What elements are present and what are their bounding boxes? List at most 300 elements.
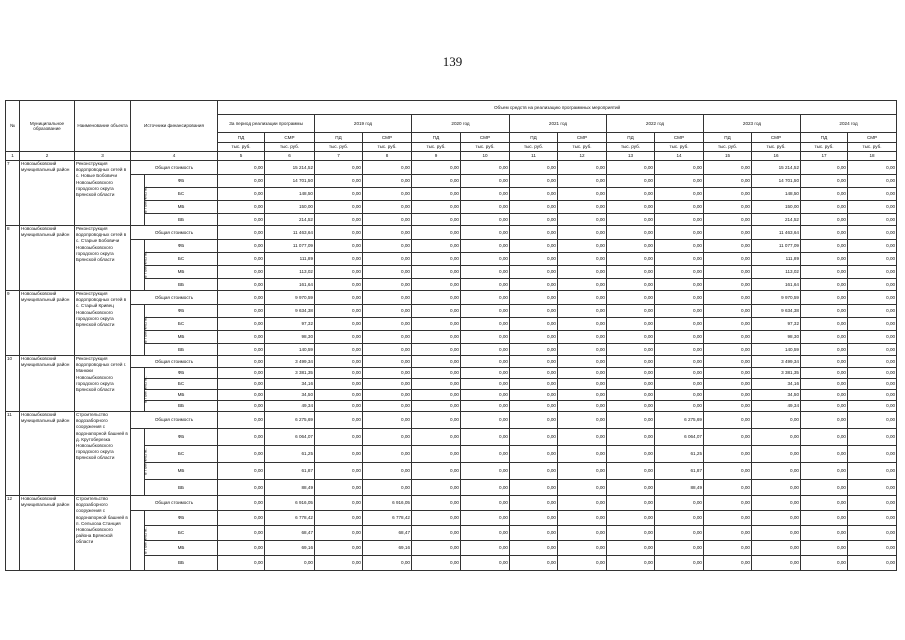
value-cell: 0,00 <box>461 541 510 556</box>
value-cell: 0,00 <box>607 175 655 188</box>
incl-label-text: в том числе: <box>142 448 148 476</box>
value-cell: 0,00 <box>510 356 558 368</box>
funding-source-cell: БС <box>145 253 218 266</box>
column-number: 17 <box>801 152 848 161</box>
funding-source-cell: МБ <box>145 331 218 344</box>
value-cell: 0,00 <box>461 463 510 480</box>
value-cell: 49,34 <box>265 401 315 412</box>
value-cell: 0,00 <box>848 446 897 463</box>
value-cell: 0,00 <box>363 412 412 429</box>
funding-source-cell: МБ <box>145 463 218 480</box>
incl-label <box>131 240 148 291</box>
value-cell: 0,00 <box>461 496 510 511</box>
value-cell: 0,00 <box>558 305 607 318</box>
value-cell: 0,00 <box>461 556 510 571</box>
value-cell: 98,30 <box>265 331 315 344</box>
value-cell: 0,00 <box>315 463 363 480</box>
funding-source-cell: ВБ <box>145 279 218 291</box>
value-cell: 0,00 <box>412 344 461 356</box>
value-cell: 0,00 <box>801 331 848 344</box>
value-cell: 214,52 <box>752 214 801 226</box>
value-cell: 0,00 <box>558 379 607 390</box>
value-cell: 0,00 <box>801 412 848 429</box>
value-cell: 150,00 <box>752 201 801 214</box>
value-cell: 0,00 <box>801 480 848 496</box>
funding-source-cell: ВБ <box>145 480 218 496</box>
value-cell: 0,00 <box>558 240 607 253</box>
value-cell: 0,00 <box>461 390 510 401</box>
value-cell: 0,00 <box>558 463 607 480</box>
period-header: 2019 год <box>315 115 412 133</box>
funding-source-cell: ВБ <box>145 556 218 571</box>
value-cell: 0,00 <box>558 226 607 240</box>
value-cell: 14 701,50 <box>265 175 315 188</box>
pd-header: ПД <box>607 133 655 143</box>
value-cell: 150,00 <box>265 201 315 214</box>
municipality-cell: Новозыбковский муниципальный район <box>20 356 75 412</box>
value-cell: 0,00 <box>752 556 801 571</box>
value-cell: 0,00 <box>848 175 897 188</box>
value-cell: 0,00 <box>363 379 412 390</box>
pd-header: ПД <box>218 133 265 143</box>
value-cell: 0,00 <box>704 541 752 556</box>
value-cell: 0,00 <box>315 240 363 253</box>
value-cell: 0,00 <box>752 511 801 526</box>
value-cell: 0,00 <box>848 463 897 480</box>
value-cell: 0,00 <box>315 305 363 318</box>
value-cell: 0,00 <box>801 214 848 226</box>
value-cell: 148,50 <box>752 188 801 201</box>
value-cell: 0,00 <box>704 368 752 379</box>
incl-label <box>131 511 148 571</box>
value-cell: 0,00 <box>848 331 897 344</box>
value-cell: 0,00 <box>315 344 363 356</box>
value-cell: 0,00 <box>607 188 655 201</box>
value-cell: 0,00 <box>558 401 607 412</box>
value-cell: 0,00 <box>510 279 558 291</box>
value-cell: 0,00 <box>218 240 265 253</box>
value-cell: 0,00 <box>218 496 265 511</box>
funding-source-cell: ФБ <box>145 240 218 253</box>
column-number: 15 <box>704 152 752 161</box>
smr-header: СМР <box>655 133 704 143</box>
period-header: За период реализации программы <box>218 115 315 133</box>
value-cell: 113,02 <box>752 266 801 279</box>
value-cell: 0,00 <box>412 401 461 412</box>
value-cell: 0,00 <box>558 412 607 429</box>
value-cell: 0,00 <box>510 226 558 240</box>
value-cell: 148,50 <box>265 188 315 201</box>
value-cell: 0,00 <box>412 511 461 526</box>
municipality-cell: Новозыбковский муниципальный район <box>20 161 75 226</box>
value-cell: 0,00 <box>510 253 558 266</box>
value-cell: 0,00 <box>461 240 510 253</box>
funding-source-cell: БС <box>145 526 218 541</box>
value-cell: 0,00 <box>801 266 848 279</box>
value-cell: 0,00 <box>558 356 607 368</box>
value-cell: 0,00 <box>848 356 897 368</box>
value-cell: 0,00 <box>510 526 558 541</box>
value-cell: 0,00 <box>412 368 461 379</box>
value-cell: 0,00 <box>848 253 897 266</box>
value-cell: 0,00 <box>607 291 655 305</box>
value-cell: 0,00 <box>461 480 510 496</box>
value-cell: 0,00 <box>607 240 655 253</box>
value-cell: 0,00 <box>461 279 510 291</box>
value-cell: 15 214,52 <box>752 161 801 175</box>
object-name-cell: Строительство водозаборного сооружения с водонапорной башней в п. Сельхоза Станция Новозыбковского района Брянской области <box>75 496 131 571</box>
value-cell: 0,00 <box>607 214 655 226</box>
value-cell: 0,00 <box>655 266 704 279</box>
value-cell: 0,00 <box>704 526 752 541</box>
funding-source-cell: ФБ <box>145 305 218 318</box>
value-cell: 0,00 <box>704 379 752 390</box>
value-cell: 0,00 <box>655 511 704 526</box>
value-cell: 0,00 <box>848 390 897 401</box>
funding-source-cell: ФБ <box>145 511 218 526</box>
value-cell: 0,00 <box>558 279 607 291</box>
value-cell: 0,00 <box>218 356 265 368</box>
value-cell: 0,00 <box>752 496 801 511</box>
value-cell: 0,00 <box>607 556 655 571</box>
value-cell: 0,00 <box>363 368 412 379</box>
value-cell: 6 275,69 <box>655 412 704 429</box>
value-cell: 0,00 <box>363 266 412 279</box>
table-row <box>6 356 897 368</box>
value-cell: 0,00 <box>412 429 461 446</box>
value-cell: 0,00 <box>412 318 461 331</box>
value-cell: 0,00 <box>558 446 607 463</box>
value-cell: 0,00 <box>801 356 848 368</box>
smr-header: СМР <box>848 133 897 143</box>
value-cell: 0,00 <box>461 291 510 305</box>
value-cell: 0,00 <box>363 344 412 356</box>
value-cell: 0,00 <box>655 214 704 226</box>
value-cell: 0,00 <box>801 305 848 318</box>
value-cell: 0,00 <box>704 201 752 214</box>
value-cell: 0,00 <box>607 379 655 390</box>
value-cell: 3 381,35 <box>752 368 801 379</box>
value-cell: 69,16 <box>265 541 315 556</box>
table-row <box>6 412 897 429</box>
value-cell: 61,87 <box>655 463 704 480</box>
value-cell: 34,50 <box>265 390 315 401</box>
value-cell: 0,00 <box>704 318 752 331</box>
value-cell: 0,00 <box>315 291 363 305</box>
value-cell: 9 970,59 <box>752 291 801 305</box>
period-header: 2020 год <box>412 115 510 133</box>
value-cell: 0,00 <box>510 214 558 226</box>
column-number-row <box>6 152 897 161</box>
column-number: 10 <box>461 152 510 161</box>
unit-header: тыс. руб. <box>752 143 801 152</box>
incl-label <box>131 305 148 356</box>
value-cell: 0,00 <box>412 526 461 541</box>
value-cell: 0,00 <box>315 390 363 401</box>
value-cell: 11 077,09 <box>752 240 801 253</box>
value-cell: 0,00 <box>315 480 363 496</box>
value-cell: 0,00 <box>801 401 848 412</box>
value-cell: 0,00 <box>848 279 897 291</box>
value-cell: 61,25 <box>265 446 315 463</box>
value-cell: 6 916,05 <box>363 496 412 511</box>
col-municipality-header: Муниципальное образование <box>20 101 75 152</box>
value-cell: 0,00 <box>412 240 461 253</box>
value-cell: 0,00 <box>752 412 801 429</box>
value-cell: 0,00 <box>655 356 704 368</box>
unit-header: тыс. руб. <box>801 143 848 152</box>
value-cell: 0,00 <box>704 266 752 279</box>
value-cell: 0,00 <box>363 214 412 226</box>
value-cell: 0,00 <box>315 331 363 344</box>
value-cell: 0,00 <box>558 480 607 496</box>
value-cell: 0,00 <box>315 161 363 175</box>
value-cell: 0,00 <box>510 390 558 401</box>
unit-header: тыс. руб. <box>510 143 558 152</box>
value-cell: 0,00 <box>218 175 265 188</box>
value-cell: 0,00 <box>607 390 655 401</box>
value-cell: 49,34 <box>752 401 801 412</box>
incl-label <box>131 175 148 226</box>
funding-source-cell: ВБ <box>145 214 218 226</box>
value-cell: 0,00 <box>315 526 363 541</box>
value-cell: 0,00 <box>607 496 655 511</box>
value-cell: 0,00 <box>655 556 704 571</box>
value-cell: 0,00 <box>558 161 607 175</box>
funding-table <box>5 100 897 571</box>
table-row <box>6 496 897 511</box>
value-cell: 0,00 <box>218 214 265 226</box>
value-cell: 61,87 <box>265 463 315 480</box>
value-cell: 0,00 <box>848 201 897 214</box>
value-cell: 0,00 <box>558 511 607 526</box>
row-number: 12 <box>6 496 20 571</box>
value-cell: 0,00 <box>218 161 265 175</box>
value-cell: 0,00 <box>218 279 265 291</box>
value-cell: 0,00 <box>607 356 655 368</box>
table-row <box>6 429 897 446</box>
value-cell: 0,00 <box>461 226 510 240</box>
value-cell: 0,00 <box>558 318 607 331</box>
value-cell: 0,00 <box>848 556 897 571</box>
value-cell: 0,00 <box>461 401 510 412</box>
value-cell: 0,00 <box>412 291 461 305</box>
value-cell: 0,00 <box>801 429 848 446</box>
pd-header: ПД <box>801 133 848 143</box>
total-cost-label: Общая стоимость <box>131 161 218 175</box>
value-cell: 0,00 <box>510 331 558 344</box>
value-cell: 0,00 <box>704 240 752 253</box>
value-cell: 0,00 <box>363 401 412 412</box>
value-cell: 0,00 <box>363 305 412 318</box>
value-cell: 111,89 <box>265 253 315 266</box>
value-cell: 0,00 <box>218 226 265 240</box>
value-cell: 3 381,35 <box>265 368 315 379</box>
value-cell: 0,00 <box>461 368 510 379</box>
incl-label-text: в том числе: <box>142 186 148 214</box>
column-number: 12 <box>558 152 607 161</box>
value-cell: 0,00 <box>801 188 848 201</box>
value-cell: 0,00 <box>752 429 801 446</box>
value-cell: 0,00 <box>655 390 704 401</box>
row-number: 8 <box>6 226 20 291</box>
value-cell: 0,00 <box>558 188 607 201</box>
pd-header: ПД <box>510 133 558 143</box>
value-cell: 0,00 <box>607 446 655 463</box>
period-header: 2021 год <box>510 115 607 133</box>
value-cell: 0,00 <box>412 161 461 175</box>
value-cell: 0,00 <box>510 368 558 379</box>
value-cell: 0,00 <box>461 511 510 526</box>
value-cell: 0,00 <box>510 201 558 214</box>
value-cell: 0,00 <box>848 541 897 556</box>
value-cell: 0,00 <box>510 412 558 429</box>
value-cell: 0,00 <box>315 401 363 412</box>
value-cell: 0,00 <box>218 541 265 556</box>
value-cell: 0,00 <box>412 188 461 201</box>
value-cell: 0,00 <box>412 305 461 318</box>
value-cell: 0,00 <box>655 368 704 379</box>
table-row <box>6 368 897 379</box>
value-cell: 0,00 <box>848 344 897 356</box>
funding-source-cell: БС <box>145 318 218 331</box>
value-cell: 0,00 <box>510 401 558 412</box>
value-cell: 0,00 <box>412 412 461 429</box>
value-cell: 0,00 <box>848 511 897 526</box>
value-cell: 161,64 <box>265 279 315 291</box>
unit-header: тыс. руб. <box>265 143 315 152</box>
value-cell: 0,00 <box>558 368 607 379</box>
value-cell: 0,00 <box>315 175 363 188</box>
total-cost-label: Общая стоимость <box>131 496 218 511</box>
value-cell: 0,00 <box>510 496 558 511</box>
value-cell: 0,00 <box>315 541 363 556</box>
value-cell: 0,00 <box>704 331 752 344</box>
row-number: 9 <box>6 291 20 356</box>
value-cell: 0,00 <box>218 446 265 463</box>
value-cell: 0,00 <box>363 175 412 188</box>
value-cell: 0,00 <box>848 368 897 379</box>
value-cell: 0,00 <box>801 201 848 214</box>
value-cell: 0,00 <box>752 541 801 556</box>
value-cell: 0,00 <box>315 279 363 291</box>
incl-label <box>131 429 148 496</box>
value-cell: 0,00 <box>510 480 558 496</box>
smr-header: СМР <box>363 133 412 143</box>
value-cell: 0,00 <box>704 390 752 401</box>
value-cell: 0,00 <box>848 379 897 390</box>
unit-header: тыс. руб. <box>461 143 510 152</box>
value-cell: 0,00 <box>461 201 510 214</box>
value-cell: 0,00 <box>218 291 265 305</box>
pd-header: ПД <box>315 133 363 143</box>
value-cell: 6 064,07 <box>265 429 315 446</box>
value-cell: 6 064,07 <box>655 429 704 446</box>
value-cell: 0,00 <box>315 496 363 511</box>
table-row <box>6 305 897 318</box>
value-cell: 0,00 <box>704 480 752 496</box>
value-cell: 0,00 <box>363 390 412 401</box>
value-cell: 0,00 <box>558 496 607 511</box>
value-cell: 0,00 <box>704 175 752 188</box>
funding-source-cell: МБ <box>145 201 218 214</box>
value-cell: 0,00 <box>607 305 655 318</box>
value-cell: 0,00 <box>412 496 461 511</box>
value-cell: 97,32 <box>752 318 801 331</box>
value-cell: 6 778,42 <box>363 511 412 526</box>
table-row <box>6 240 897 253</box>
value-cell: 0,00 <box>558 526 607 541</box>
value-cell: 0,00 <box>558 331 607 344</box>
value-cell: 0,00 <box>801 556 848 571</box>
value-cell: 0,00 <box>801 368 848 379</box>
value-cell: 113,02 <box>265 266 315 279</box>
value-cell: 6 778,42 <box>265 511 315 526</box>
page-number: 139 <box>442 54 463 69</box>
value-cell: 0,00 <box>655 401 704 412</box>
value-cell: 0,00 <box>412 201 461 214</box>
value-cell: 0,00 <box>704 226 752 240</box>
value-cell: 0,00 <box>704 305 752 318</box>
value-cell: 0,00 <box>315 511 363 526</box>
row-number: 10 <box>6 356 20 412</box>
value-cell: 0,00 <box>363 188 412 201</box>
header-row <box>6 101 897 115</box>
funding-source-cell: ВБ <box>145 344 218 356</box>
col-object-header: Наименование объекта <box>75 101 131 152</box>
municipality-cell: Новозыбковский муниципальный район <box>20 226 75 291</box>
value-cell: 0,00 <box>461 305 510 318</box>
value-cell: 0,00 <box>315 379 363 390</box>
value-cell: 0,00 <box>655 331 704 344</box>
row-number: 11 <box>6 412 20 496</box>
value-cell: 0,00 <box>363 253 412 266</box>
value-cell: 0,00 <box>412 556 461 571</box>
value-cell: 0,00 <box>218 318 265 331</box>
value-cell: 88,49 <box>655 480 704 496</box>
value-cell: 0,00 <box>315 266 363 279</box>
value-cell: 0,00 <box>218 368 265 379</box>
value-cell: 140,59 <box>752 344 801 356</box>
value-cell: 0,00 <box>801 541 848 556</box>
value-cell: 0,00 <box>315 368 363 379</box>
value-cell: 0,00 <box>848 291 897 305</box>
pd-header: ПД <box>704 133 752 143</box>
value-cell: 0,00 <box>363 556 412 571</box>
value-cell: 34,16 <box>265 379 315 390</box>
value-cell: 0,00 <box>412 253 461 266</box>
value-cell: 34,16 <box>752 379 801 390</box>
value-cell: 3 499,34 <box>752 356 801 368</box>
value-cell: 0,00 <box>607 526 655 541</box>
value-cell: 0,00 <box>655 226 704 240</box>
value-cell: 0,00 <box>801 526 848 541</box>
value-cell: 0,00 <box>218 253 265 266</box>
value-cell: 0,00 <box>461 356 510 368</box>
value-cell: 0,00 <box>655 201 704 214</box>
funding-source-cell: МБ <box>145 541 218 556</box>
column-number: 11 <box>510 152 558 161</box>
column-number: 4 <box>131 152 218 161</box>
value-cell: 0,00 <box>848 429 897 446</box>
unit-header: тыс. руб. <box>607 143 655 152</box>
value-cell: 0,00 <box>655 279 704 291</box>
value-cell: 0,00 <box>461 188 510 201</box>
value-cell: 0,00 <box>801 511 848 526</box>
value-cell: 0,00 <box>510 318 558 331</box>
value-cell: 0,00 <box>412 463 461 480</box>
value-cell: 0,00 <box>461 214 510 226</box>
